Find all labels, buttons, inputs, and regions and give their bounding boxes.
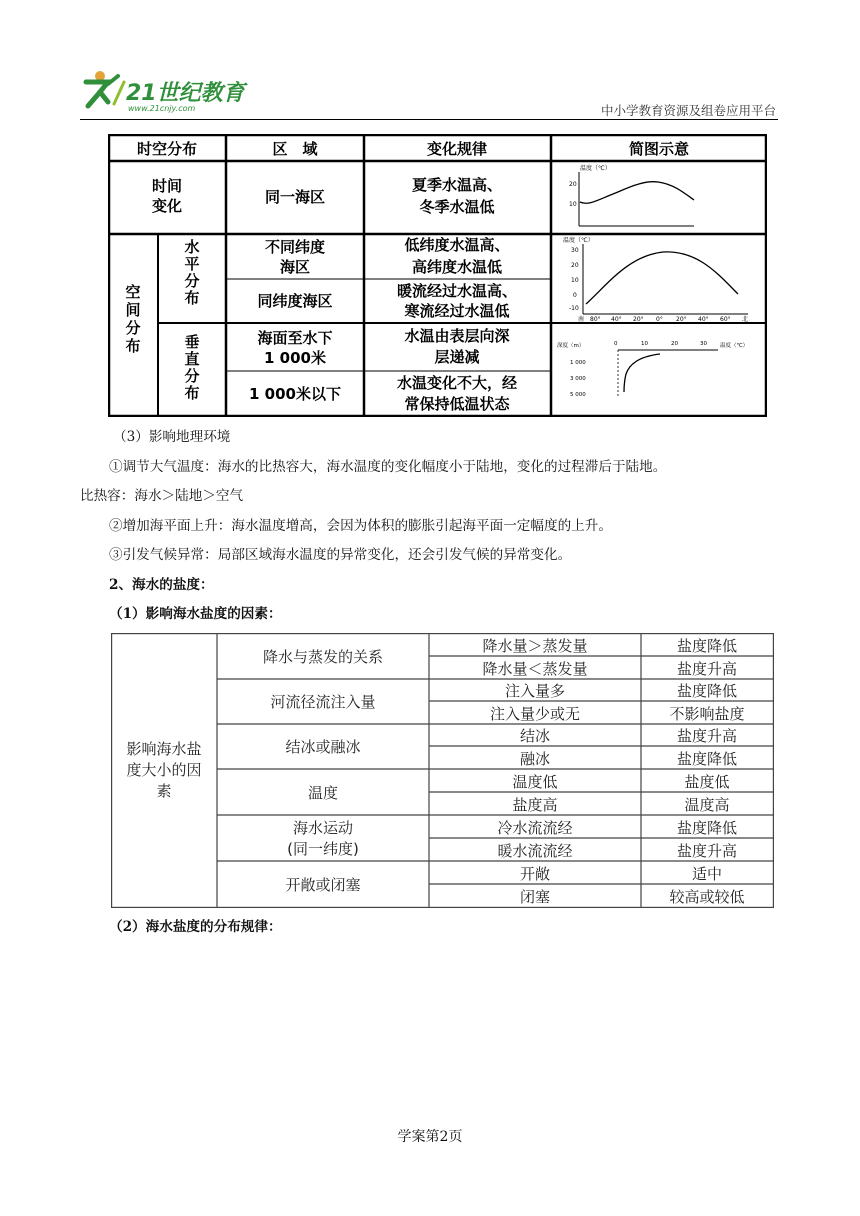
h-rule-1: 低纬度水温高、 xyxy=(404,236,510,254)
v-rule-2: 常保持低温状态 xyxy=(404,395,510,413)
chart3-ytick: 1 000 xyxy=(570,360,586,366)
v-rule-1: 层递减 xyxy=(434,348,480,366)
factor-effect: 盐度降低 xyxy=(676,750,738,768)
vertical-label: 直 xyxy=(184,350,200,368)
v-region-2: 1 000米以下 xyxy=(249,385,341,403)
horizontal-label: 分 xyxy=(184,272,200,290)
time-region: 同一海区 xyxy=(264,188,326,206)
runner-icon xyxy=(86,71,124,106)
chart2-xtick: 0° xyxy=(656,316,663,323)
factor-effect: 适中 xyxy=(691,865,723,883)
time-rule: 夏季水温高、 xyxy=(411,176,503,194)
factor-effect: 盐度降低 xyxy=(676,637,738,655)
vertical-label: 分 xyxy=(184,367,200,385)
factor-condition: 盐度高 xyxy=(512,796,558,814)
h-region-1: 不同纬度 xyxy=(264,238,326,256)
chart2-xtick: 20° xyxy=(676,316,687,323)
h-region-2: 同纬度海区 xyxy=(257,292,333,310)
horizontal-label: 布 xyxy=(184,289,200,307)
chart3-ytick: 5 000 xyxy=(570,392,586,398)
page-footer: 学案第2页 xyxy=(397,1129,463,1145)
factor-effect: 盐度升高 xyxy=(676,660,738,678)
factor-effect: 盐度降低 xyxy=(676,682,738,700)
factor-effect: 盐度降低 xyxy=(676,819,738,837)
v-region-1: 海面至水下 xyxy=(257,329,333,347)
header-divider xyxy=(80,119,778,120)
chart2-south: 南 xyxy=(578,316,585,323)
chart3-xtick: 30 xyxy=(700,341,707,347)
factor-condition: 融冰 xyxy=(519,750,551,768)
chart3-depth-label: 深度（m） xyxy=(557,343,585,349)
section3-title: （3）影响地理环境 xyxy=(113,429,231,445)
time-label: 时间 xyxy=(151,177,183,195)
factor-name: 海水运动 xyxy=(292,819,354,837)
space-label: 分 xyxy=(125,319,141,337)
chart2-ytick: 10 xyxy=(571,277,579,284)
factor-effect: 不影响盐度 xyxy=(669,705,745,723)
chart2-ytick: 30 xyxy=(571,247,579,254)
factor-condition: 注入量多 xyxy=(504,682,566,700)
space-label: 布 xyxy=(125,337,141,355)
factor-condition: 冷水流流经 xyxy=(497,819,573,837)
h-rule-2: 寒流经过水温低 xyxy=(404,302,510,320)
platform-title: 中小学教育资源及组卷应用平台 xyxy=(600,103,776,118)
chart2-north: 北 xyxy=(742,316,749,323)
factor-condition: 降水量＞蒸发量 xyxy=(482,637,588,655)
horizontal-label: 平 xyxy=(184,255,200,273)
vertical-label: 垂 xyxy=(184,333,200,351)
factor-condition: 暖水流流经 xyxy=(497,842,573,860)
factor-name: 降水与蒸发的关系 xyxy=(262,648,384,666)
chart3-temp-label: 温度（℃） xyxy=(720,343,749,349)
salinity-heading: 2、海水的盐度： xyxy=(109,577,214,593)
section3-para1: ①调节大气温度：海水的比热容大，海水温度的变化幅度小于陆地，变化的过程滞后于陆地。 xyxy=(109,459,667,475)
salinity-main-label: 影响海水盐 xyxy=(126,740,202,758)
logo-url: www.21cnjy.com xyxy=(128,104,196,113)
horizontal-label: 水 xyxy=(184,238,200,256)
logo-text: 21世纪教育 xyxy=(126,81,245,106)
chart1-ytick: 20 xyxy=(569,181,577,188)
chart2-xtick: 40° xyxy=(611,316,622,323)
factor-name: 结冰或融冰 xyxy=(285,738,361,756)
salinity-factor-table xyxy=(111,633,774,908)
h-region-1: 海区 xyxy=(279,258,311,276)
diagram-latitude-temp xyxy=(563,236,748,323)
vertical-label: 布 xyxy=(184,384,200,402)
header-rule: 变化规律 xyxy=(426,140,488,158)
chart2-xtick: 80° xyxy=(590,316,601,323)
time-label: 变化 xyxy=(151,197,183,215)
section3-para2: ②增加海平面上升：海水温度增高，会因为体积的膨胀引起海平面一定幅度的上升。 xyxy=(109,518,612,534)
chart2-xtick: 40° xyxy=(698,316,709,323)
header-time-space: 时空分布 xyxy=(136,140,198,158)
factor-effect: 较高或较低 xyxy=(669,888,745,906)
time-rule: 冬季水温低 xyxy=(419,198,495,216)
diagram-depth-temp xyxy=(557,341,748,398)
chart3-xtick: 20 xyxy=(671,341,678,347)
space-label: 空 xyxy=(125,283,141,301)
sea-temperature-table xyxy=(108,134,767,417)
chart3-ytick: 3 000 xyxy=(570,376,586,382)
factor-condition: 开敞 xyxy=(519,865,551,883)
chart2-xtick: 20° xyxy=(633,316,644,323)
chart2-xtick: 60° xyxy=(720,316,731,323)
header-region: 区 域 xyxy=(272,140,318,158)
factor-effect: 盐度升高 xyxy=(676,842,738,860)
section3-para3: ③引发气候异常：局部区域海水温度的异常变化，还会引发气候的异常变化。 xyxy=(109,547,572,563)
chart1-ytick: 10 xyxy=(569,201,577,208)
h-rule-2: 暖流经过水温高、 xyxy=(396,282,518,300)
v-region-1: 1 000米 xyxy=(264,349,326,367)
factor-effect: 温度高 xyxy=(684,796,730,814)
salinity-sub2: （2）海水盐度的分布规律： xyxy=(109,919,282,935)
factor-condition: 注入量少或无 xyxy=(489,705,581,723)
v-rule-2: 水温变化不大，经 xyxy=(396,374,518,392)
salinity-main-label: 度大小的因 xyxy=(126,761,202,779)
factor-condition: 温度低 xyxy=(512,773,558,791)
factor-condition: 结冰 xyxy=(519,727,551,745)
factor-name: 开敞或闭塞 xyxy=(285,876,361,894)
space-label: 间 xyxy=(125,301,141,319)
factor-effect: 盐度低 xyxy=(684,773,730,791)
factor-name: 河流径流注入量 xyxy=(270,693,376,711)
factor-name: (同一纬度) xyxy=(287,840,359,858)
diagram-seasonal-temp xyxy=(569,164,694,226)
chart3-xtick: 0 xyxy=(614,341,618,347)
v-rule-1: 水温由表层向深 xyxy=(404,327,510,345)
salinity-main-label: 素 xyxy=(156,782,172,800)
chart3-xtick: 10 xyxy=(641,341,648,347)
salinity-sub1: （1）影响海水盐度的因素： xyxy=(109,606,282,622)
chart2-ytick: -10 xyxy=(569,305,579,312)
factor-condition: 闭塞 xyxy=(519,888,551,906)
chart2-ytick: 0 xyxy=(573,292,577,299)
factor-condition: 降水量＜蒸发量 xyxy=(482,660,588,678)
site-logo xyxy=(78,68,248,116)
h-rule-1: 高纬度水温低 xyxy=(411,258,503,276)
factor-name: 温度 xyxy=(307,784,339,802)
chart2-ytick: 20 xyxy=(571,262,579,269)
section3-para1-cont: 比热容：海水＞陆地＞空气 xyxy=(80,488,244,504)
factor-effect: 盐度升高 xyxy=(676,727,738,745)
chart2-ylabel: 温度（℃） xyxy=(563,237,594,244)
header-diagram: 简图示意 xyxy=(628,140,690,158)
chart1-ylabel: 温度（℃） xyxy=(580,165,611,172)
